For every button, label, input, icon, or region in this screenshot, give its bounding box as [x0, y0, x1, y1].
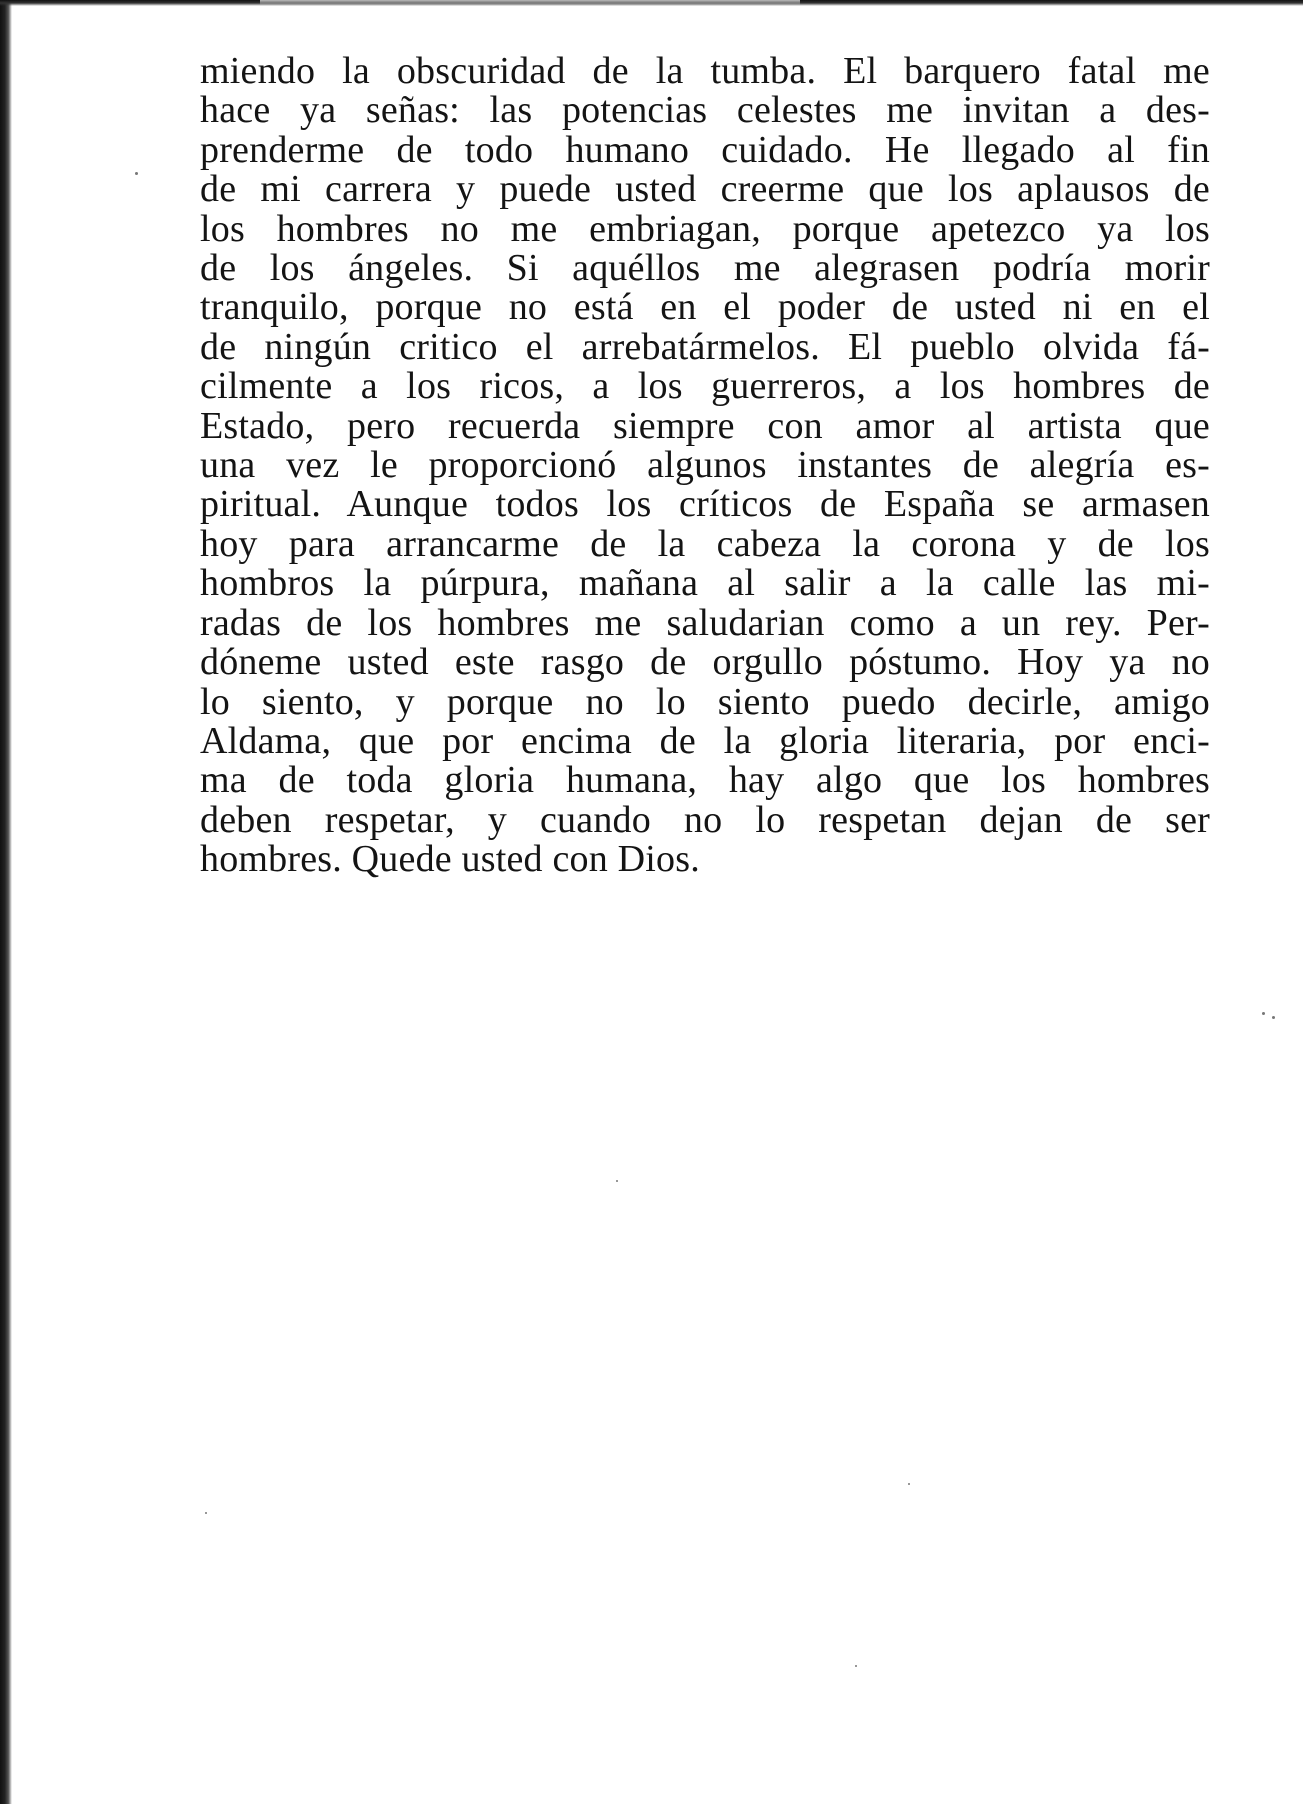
text-line: tranquilo, porque no está en el poder de usted ni en el: [200, 286, 1210, 329]
text-line-final: hombres. Quede usted con Dios.: [200, 838, 700, 881]
text-line: piritual. Aunque todos los críticos de España se armasen: [200, 483, 1210, 526]
text-line: deben respetar, y cuando no lo respetan dejan de ser: [200, 798, 1210, 841]
body-text: [200, 52, 1210, 880]
text-line: hoy para arrancarme de la cabeza la corona y de los: [200, 522, 1210, 565]
scan-speck: [908, 1483, 910, 1485]
text-line: prenderme de todo humano cuidado. He llegado al fin: [200, 128, 1210, 171]
text-line: radas de los hombres me saludarian como a un rey. Per-: [200, 601, 1210, 644]
text-line: lo siento, y porque no lo siento puedo decirle, amigo: [200, 680, 1210, 723]
text-line: hace ya señas: las potencias celestes me invitan a des-: [200, 89, 1210, 132]
text-line: de mi carrera y puede usted creerme que los aplausos de: [200, 168, 1210, 211]
text-line: de los ángeles. Si aquéllos me alegrasen podría morir: [200, 247, 1210, 290]
scan-speck: [616, 1180, 618, 1182]
text-line: Estado, pero recuerda siempre con amor al artista que: [200, 404, 1210, 447]
text-line: una vez le proporcionó algunos instantes de alegría es-: [200, 444, 1210, 487]
scan-speck: [1262, 1012, 1265, 1015]
text-line: de ningún critico el arrebatármelos. El pueblo olvida fá-: [200, 325, 1210, 368]
scan-speck: [205, 1512, 207, 1514]
text-line: ma de toda gloria humana, hay algo que los hombres: [200, 759, 1210, 802]
top-edge-fade: [260, 0, 800, 6]
text-line: los hombres no me embriagan, porque apetezco ya los: [200, 207, 1210, 250]
text-line: cilmente a los ricos, a los guerreros, a los hombres de: [200, 365, 1210, 408]
scan-speck: [1272, 1016, 1275, 1019]
scan-speck: [135, 172, 138, 175]
binding-edge-shadow: [0, 0, 12, 1804]
text-line: Aldama, que por encima de la gloria literaria, por enci-: [200, 719, 1210, 762]
text-line: miendo la obscuridad de la tumba. El barquero fatal me: [200, 50, 1210, 92]
text-line: dóneme usted este rasgo de orgullo póstumo. Hoy ya no: [200, 641, 1210, 684]
text-line: hombros la púrpura, mañana al salir a la calle las mi-: [200, 562, 1210, 605]
scan-speck: [855, 1665, 857, 1667]
